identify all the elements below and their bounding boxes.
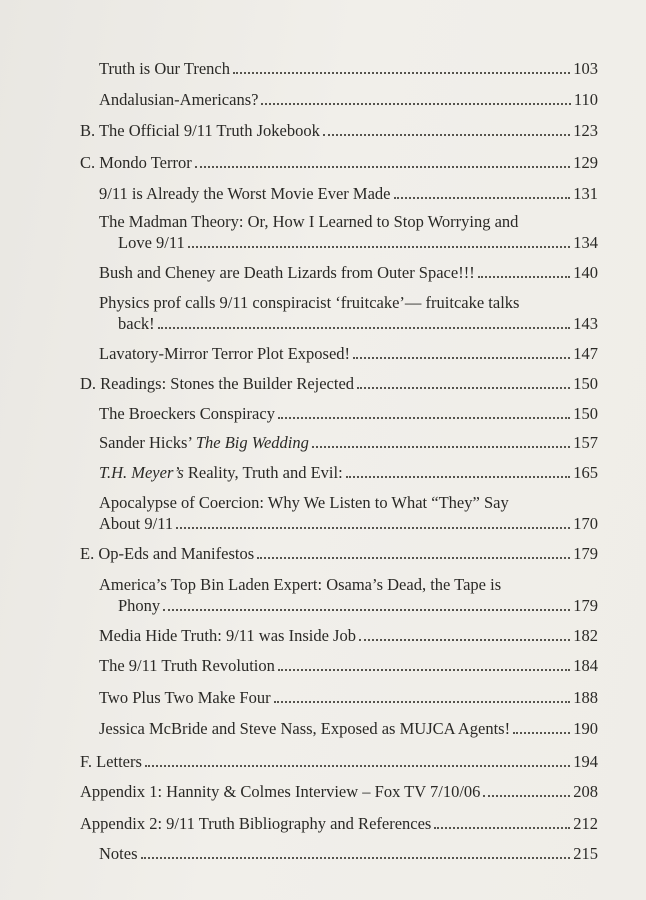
toc-entry-page: 157 (573, 433, 598, 452)
toc-entry-title: Media Hide Truth: 9/11 was Inside Job (99, 626, 356, 645)
dot-leader (141, 857, 571, 859)
toc-entry-page: 123 (573, 121, 598, 140)
toc-entry-title: C. Mondo Terror (80, 153, 192, 172)
toc-entry-title: Lavatory-Mirror Terror Plot Exposed! (99, 344, 351, 363)
toc-entry-title-line2: Love 9/11 (118, 233, 185, 252)
toc-entry-title-line1: Physics prof calls 9/11 conspiracist ‘fruitcake’— fruitcake talks (99, 293, 520, 312)
toc-entry (99, 183, 598, 204)
toc-entry (99, 718, 598, 739)
toc-entry-title: Two Plus Two Make Four (99, 688, 271, 707)
dot-leader (195, 166, 571, 168)
dot-leader (257, 557, 570, 559)
toc-entry-title: Jessica McBride and Steve Nass, Exposed as MUJCA Agents! (99, 719, 511, 738)
toc-entry-title: Andalusian-Americans? (99, 90, 259, 109)
toc-entry (99, 343, 598, 364)
toc-entry-page: 179 (573, 596, 598, 615)
toc-entry (99, 432, 598, 453)
toc-entry-title: Bush and Cheney are Death Lizards from Outer Space!!! (99, 263, 475, 282)
toc-entry-multiline (99, 492, 598, 534)
toc-entry-title-line2: About 9/11 (99, 514, 174, 533)
toc-entry-page: 188 (573, 688, 598, 707)
toc-entry-title: The Broeckers Conspiracy (99, 404, 275, 423)
toc-entry-title: Appendix 2: 9/11 Truth Bibliography and References (80, 814, 432, 833)
dot-leader (188, 246, 571, 248)
toc-entry (99, 843, 598, 864)
dot-leader (278, 417, 570, 419)
toc-entry-page: 208 (573, 782, 598, 801)
toc-entry-title-plain: Sander Hicks’ (99, 433, 196, 452)
dot-leader (145, 765, 570, 767)
toc-entry-title-italic: The Big Wedding (195, 433, 309, 452)
dot-leader (274, 701, 571, 703)
dot-leader (261, 103, 570, 105)
toc-entry-title: Truth is Our Trench (99, 59, 230, 78)
toc-entry-title-line2: Phony (118, 596, 161, 615)
toc-entry (80, 120, 598, 141)
toc-entry-title-line1: Apocalypse of Coercion: Why We Listen to What “They” Say (99, 493, 509, 512)
toc-entry-page: 103 (573, 59, 598, 78)
toc-entry-title: The 9/11 Truth Revolution (99, 656, 275, 675)
toc-entry-page: 150 (573, 374, 598, 393)
toc-entry-page: 212 (573, 814, 598, 833)
toc-entry-title: Appendix 1: Hannity & Colmes Interview – Fox TV 7/10/06 (80, 782, 481, 801)
toc-entry-page: 179 (573, 544, 598, 563)
toc-entry (99, 262, 598, 283)
toc-entry-page: 150 (573, 404, 598, 423)
dot-leader (483, 795, 570, 797)
dot-leader (176, 527, 570, 529)
toc-entry-page: 184 (573, 656, 598, 675)
toc-entry (80, 781, 598, 802)
dot-leader (323, 134, 570, 136)
toc-entry-page: 194 (573, 752, 598, 771)
dot-leader (357, 387, 570, 389)
toc-entry-page: 134 (573, 233, 598, 252)
dot-leader (359, 639, 570, 641)
toc-entry-multiline (99, 574, 598, 616)
toc-entry (80, 152, 598, 173)
toc-entry (99, 89, 598, 110)
toc-entry-page: 140 (573, 263, 598, 282)
toc-entry-page: 110 (573, 90, 598, 109)
toc-entry-title (99, 462, 343, 483)
toc-entry (80, 813, 598, 834)
toc-entry-page: 190 (573, 719, 598, 738)
toc-entry (99, 403, 598, 424)
toc-entry-title: D. Readings: Stones the Builder Rejected (80, 374, 355, 393)
toc-entry-multiline (99, 211, 598, 253)
toc-entry-title: B. The Official 9/11 Truth Jokebook (80, 121, 320, 140)
toc-entry-page: 215 (573, 844, 598, 863)
toc-entry (99, 687, 598, 708)
dot-leader (233, 72, 570, 74)
dot-leader (513, 732, 570, 734)
dot-leader (312, 446, 570, 448)
toc-entry-page: 131 (573, 184, 598, 203)
dot-leader (394, 197, 571, 199)
toc-entry-page: 143 (573, 314, 598, 333)
toc-entry (99, 58, 598, 79)
toc-entry (99, 625, 598, 646)
toc-entry-title: Notes (99, 844, 138, 863)
toc-entry-page: 182 (573, 626, 598, 645)
toc-entry-title-line1: The Madman Theory: Or, How I Learned to Stop Worrying and (99, 212, 519, 231)
dot-leader (158, 327, 571, 329)
dot-leader (434, 827, 570, 829)
toc-entry-page: 147 (573, 344, 598, 363)
toc-entry-title: E. Op-Eds and Manifestos (80, 544, 255, 563)
dot-leader (353, 357, 570, 359)
toc-entry-title (99, 432, 309, 453)
toc-entry-multiline (99, 292, 598, 334)
toc-entry (99, 462, 598, 483)
dot-leader (278, 669, 570, 671)
toc-entry-title: F. Letters (80, 752, 142, 771)
toc-entry (99, 655, 598, 676)
toc-entry-page: 165 (573, 463, 598, 482)
toc-entry-title-line2: back! (118, 314, 155, 333)
dot-leader (478, 276, 571, 278)
toc-entry-title: 9/11 is Already the Worst Movie Ever Made (99, 184, 391, 203)
toc-entry-page: 129 (573, 153, 598, 172)
dot-leader (163, 609, 570, 611)
toc-entry (80, 373, 598, 394)
toc-entry (80, 751, 598, 772)
toc-entry-title-plain: Reality, Truth and Evil: (183, 463, 343, 482)
toc-entry-page: 170 (573, 514, 598, 533)
toc-entry-title-line1: America’s Top Bin Laden Expert: Osama’s Dead, the Tape is (99, 575, 502, 594)
toc-entry (80, 543, 598, 564)
toc-entry-title-italic: T.H. Meyer’s (99, 463, 184, 482)
dot-leader (346, 476, 571, 478)
